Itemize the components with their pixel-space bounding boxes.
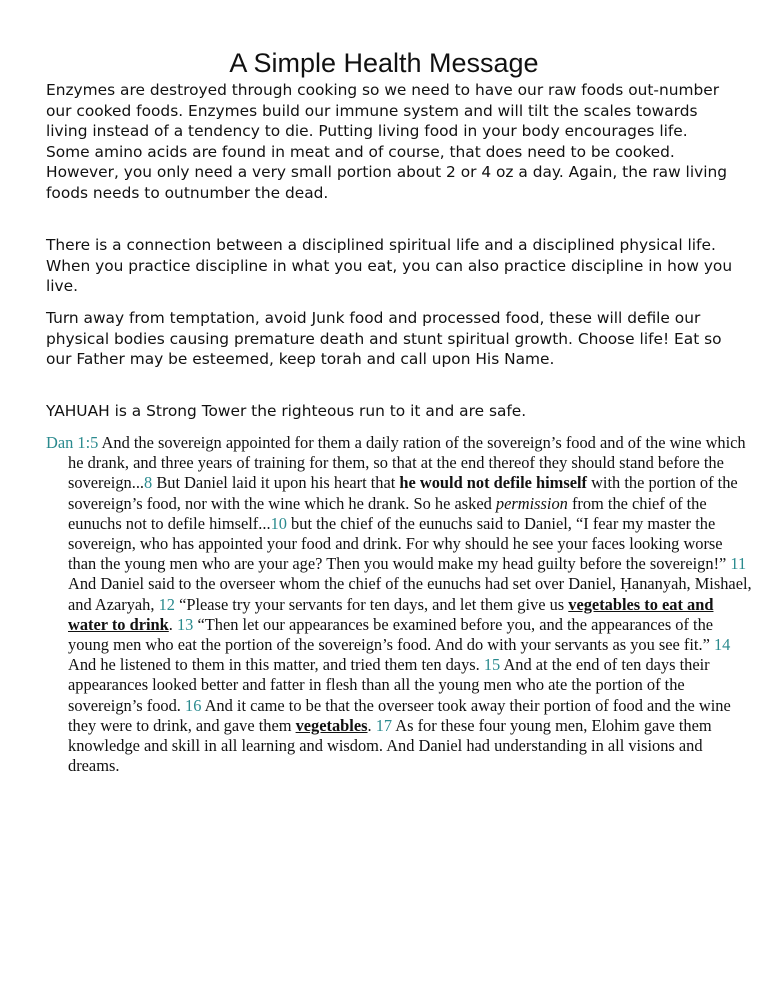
verse-number: 8 <box>144 473 153 493</box>
paragraph-temptation: Turn away from temptation, avoid Junk food and processed food, these will defile our physical bodies causing premature death and stunt spiritual growth. Choose life! Eat so our Father may be esteemed, keep torah and call upon His Name. <box>46 309 722 369</box>
verse-number: 10 <box>270 513 287 533</box>
paragraph-strong-tower: YAHUAH is a Strong Tower the righteous run to it and are safe. <box>46 402 527 420</box>
scripture-text: And he listened to them in this matter, and tried them ten days. <box>68 655 484 675</box>
scripture-text: But Daniel laid it upon his heart that <box>152 473 400 493</box>
scripture-text: from the chief of the eunuchs not to defile himself... <box>68 493 707 533</box>
scripture-italic-text: permission <box>495 493 568 513</box>
scripture-text: . <box>168 614 177 634</box>
paragraph-discipline: There is a connection between a disciplined spiritual life and a disciplined physical life. When you practice discipline in what you eat, you can also practice discipline in how you live. <box>46 236 733 296</box>
scripture-emphasis-text: vegetables to eat and water to drink <box>68 594 714 634</box>
scripture-bold-text: he would not defile himself <box>399 473 587 493</box>
scripture-text: “Then let our appearances be examined before you, and the appearances of the young men who eat the portion of the sovereign’s food. And do with your servants as you see fit.” <box>68 614 714 655</box>
scripture-text: with the portion of the sovereign’s food, nor with the wine which he drank. So he asked <box>68 473 738 513</box>
scripture-text: . <box>367 715 376 735</box>
scripture-text: And it came to be that the overseer took away their portion of food and the wine they were to drink, and gave them <box>68 695 731 735</box>
verse-number: 15 <box>483 655 501 675</box>
scripture-text: And Daniel said to the overseer whom the chief of the eunuchs had set over Daniel, Ḥananyah, Mishael, and Azaryah, <box>68 574 752 614</box>
scripture-text: As for these four young men, Elohim gave them knowledge and skill in all learning and wisdom. And Daniel had understanding in all visions and dreams. <box>68 715 712 776</box>
scripture-text: And at the end of ten days their appearances looked better and fatter in flesh than all the young men who ate the portion of the sovereign’s food. <box>68 655 710 715</box>
verse-number: 13 <box>176 614 194 634</box>
verse-number: 12 <box>158 594 175 614</box>
verse-number: 16 <box>185 695 202 715</box>
verse-number: 14 <box>713 635 731 655</box>
scripture-emphasis-text: vegetables <box>295 715 368 735</box>
scripture-text: And the sovereign appointed for them a daily ration of the sovereign’s food and of the wine which he drank, and three years of training for them, so that at the end thereof they should stand before the sovereign... <box>68 433 746 493</box>
paragraph-enzymes: Enzymes are destroyed through cooking so we need to have our raw foods out-number our cooked foods. Enzymes build our immune system and will tilt the scales towards living instead of a tendency to die. Putting living food in your body encourages life. Some amino acids are found in meat and of course, that does need to be cooked. However, you only need a very small portion about 2 or 4 oz a day. Again, the raw living foods needs to outnumber the dead. <box>46 81 728 202</box>
verse-number: 17 <box>375 715 393 735</box>
verse-number: Dan 1:5 <box>46 433 99 452</box>
scripture-text: but the chief of the eunuchs said to Daniel, “I fear my master the sovereign, who has appointed your food and drink. For why should he see your faces looking worse than the young men who are your age? Then you would make my head guilty before the sovereign!” <box>68 513 731 574</box>
scripture-passage <box>46 433 754 776</box>
scripture-text: “Please try your servants for ten days, and let them give us <box>174 594 569 614</box>
verse-number: 11 <box>730 554 747 574</box>
page-title: A Simple Health Message <box>229 48 539 78</box>
